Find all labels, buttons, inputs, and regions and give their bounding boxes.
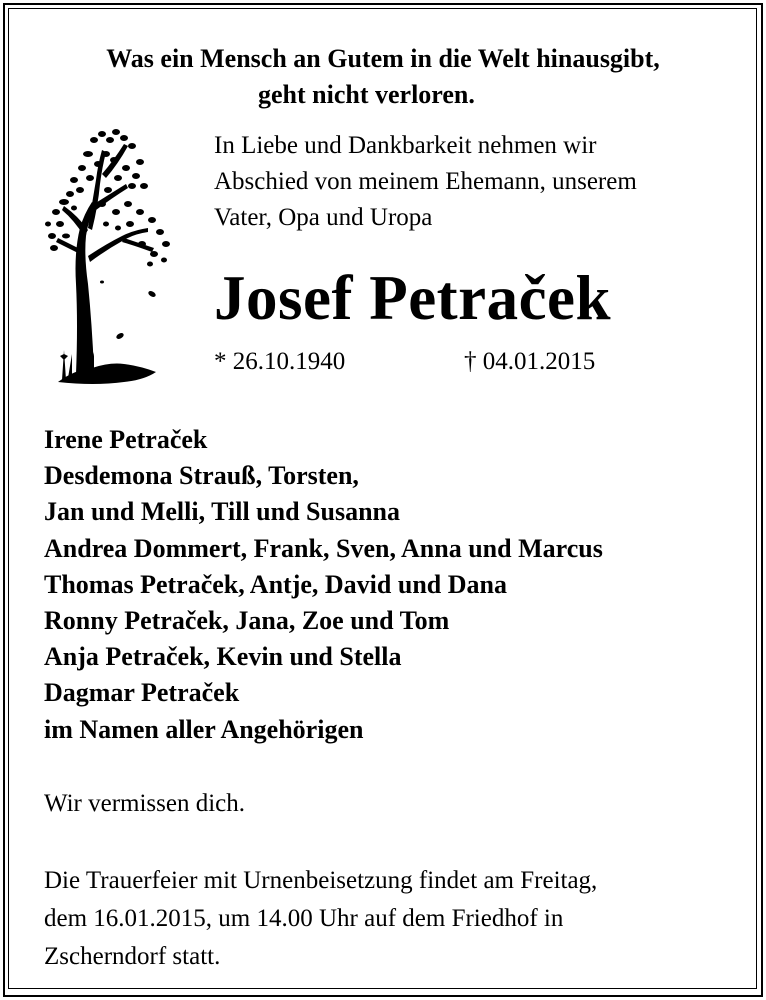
mourner-line: Anja Petraček, Kevin und Stella (44, 642, 402, 672)
mourner-line: Thomas Petraček, Antje, David und Dana (44, 569, 507, 599)
ceremony-line: Die Trauerfeier mit Urnenbeisetzung findet am Freitag, (44, 867, 598, 894)
intro-line: Vater, Opa und Uropa (214, 204, 433, 231)
death-date: † 04.01.2015 (464, 348, 596, 375)
motto-line-1: Was ein Mensch an Gutem in die Welt hinausgibt, (106, 44, 660, 73)
intro-line: In Liebe und Dankbarkeit nehmen wir (214, 132, 597, 159)
mourners-list (44, 422, 603, 748)
mourner-line: im Namen aller Angehörigen (44, 714, 364, 744)
mourner-line: Andrea Dommert, Frank, Sven, Anna und Marcus (44, 533, 603, 563)
ceremony-notice (44, 862, 597, 976)
mourner-line: Jan und Melli, Till und Susanna (44, 497, 401, 527)
mourner-line: Dagmar Petraček (44, 678, 240, 708)
tree-icon (44, 124, 178, 390)
intro-text (214, 128, 637, 236)
intro-line: Abschied von meinem Ehemann, unserem (214, 168, 637, 195)
motto-line-2: geht nicht verloren. (258, 80, 475, 109)
mourner-line: Ronny Petraček, Jana, Zoe und Tom (44, 606, 450, 636)
birth-date: * 26.10.1940 (214, 348, 346, 375)
mourner-line: Irene Petraček (44, 425, 208, 454)
mourner-line: Desdemona Strauß, Torsten, (44, 461, 359, 491)
ceremony-line: dem 16.01.2015, um 14.00 Uhr auf dem Friedhof in (44, 905, 564, 932)
ceremony-line: Zscherndorf statt. (44, 943, 221, 970)
closing-line: Wir vermissen dich. (44, 790, 246, 817)
deceased-name: Josef Petraček (214, 263, 612, 333)
